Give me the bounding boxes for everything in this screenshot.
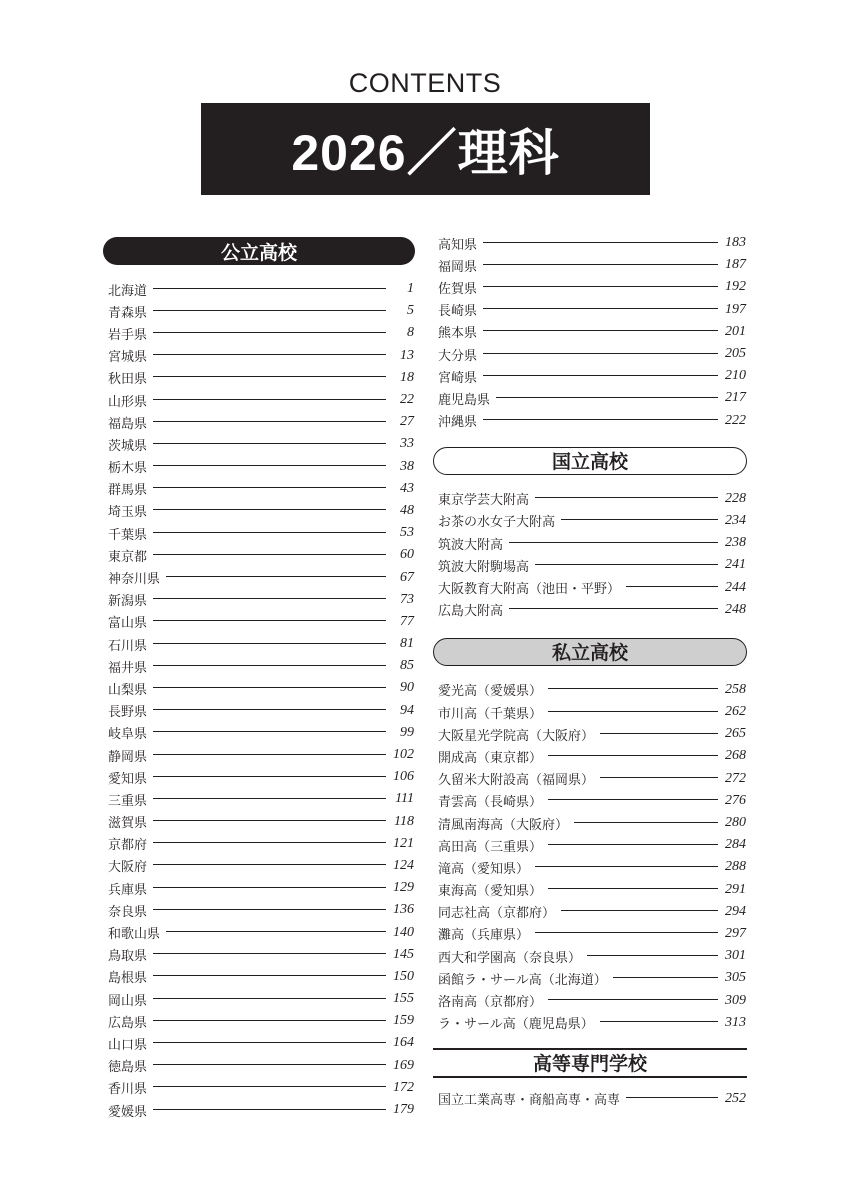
toc-entry — [433, 989, 747, 1011]
leader-line — [153, 376, 386, 377]
toc-entry — [433, 723, 747, 745]
page-number: 248 — [725, 601, 746, 617]
page-number: 13 — [400, 347, 414, 363]
toc-entry — [103, 899, 415, 921]
leader-line — [153, 554, 386, 555]
toc-entry — [103, 1099, 415, 1121]
leader-line — [153, 975, 386, 976]
page-number: 272 — [725, 770, 746, 786]
toc-entry — [103, 633, 415, 655]
page-number: 313 — [725, 1014, 746, 1030]
leader-line — [483, 264, 718, 265]
toc-entry — [103, 744, 415, 766]
entry-name: 北海道 — [108, 283, 148, 299]
entry-name: 筑波大附駒場高 — [438, 559, 530, 575]
toc-entry — [433, 488, 747, 510]
entry-name: 千葉県 — [108, 527, 148, 543]
leader-line — [600, 1021, 718, 1022]
toc-entry — [103, 677, 415, 699]
page-number: 288 — [725, 859, 746, 875]
toc-entry — [103, 833, 415, 855]
page-number: 244 — [725, 579, 746, 595]
leader-line — [153, 465, 386, 466]
leader-line — [535, 497, 718, 498]
toc-list — [103, 278, 415, 1121]
page-number: 284 — [725, 837, 746, 853]
leader-line — [153, 1109, 386, 1110]
section-heading-national: 国立高校 — [433, 447, 747, 475]
toc-entry — [103, 522, 415, 544]
leader-line — [613, 977, 718, 978]
entry-name: 大阪教育大附高（池田・平野） — [438, 582, 621, 598]
leader-line — [600, 777, 718, 778]
leader-line — [548, 755, 718, 756]
entry-name: ラ・サール高（鹿児島県） — [438, 1017, 594, 1033]
entry-name: 香川県 — [108, 1082, 148, 1098]
entry-name: 福島県 — [108, 416, 148, 432]
toc-list — [433, 488, 747, 621]
entry-name: 東海高（愛知県） — [438, 884, 543, 900]
toc-list — [433, 679, 747, 1034]
entry-name: 沖縄県 — [438, 415, 478, 431]
entry-name: 開成高（東京都） — [438, 750, 543, 766]
page-number: 102 — [393, 747, 414, 763]
contents-label: CONTENTS — [348, 68, 502, 98]
entry-name: 群馬県 — [108, 483, 148, 499]
leader-line — [153, 798, 386, 799]
toc-entry — [103, 345, 415, 367]
page-number: 129 — [393, 880, 414, 896]
entry-name: 宮城県 — [108, 350, 148, 366]
leader-line — [483, 308, 718, 309]
leader-line — [153, 399, 386, 400]
page-number: 228 — [725, 490, 746, 506]
leader-line — [153, 665, 386, 666]
toc-entry — [103, 322, 415, 344]
entry-name: 秋田県 — [108, 372, 148, 388]
entry-name: 徳島県 — [108, 1060, 148, 1076]
toc-entry — [103, 566, 415, 588]
toc-entry — [433, 510, 747, 532]
entry-name: 宮崎県 — [438, 370, 478, 386]
toc-entry — [103, 411, 415, 433]
page-number: 201 — [725, 323, 746, 339]
leader-line — [166, 931, 386, 932]
leader-line — [153, 731, 386, 732]
section-heading-technical: 高等専門学校 — [433, 1048, 747, 1078]
toc-entry — [433, 254, 747, 276]
leader-line — [535, 932, 718, 933]
toc-entry — [433, 554, 747, 576]
page-number: 150 — [393, 968, 414, 984]
entry-name: 富山県 — [108, 616, 148, 632]
leader-line — [153, 909, 386, 910]
toc-entry — [433, 879, 747, 901]
toc-entry — [103, 389, 415, 411]
leader-line — [548, 999, 718, 1000]
page-number: 81 — [400, 636, 414, 652]
leader-line — [153, 421, 386, 422]
entry-name: 神奈川県 — [108, 572, 161, 588]
page-number: 53 — [400, 525, 414, 541]
leader-line — [153, 864, 386, 865]
entry-name: 筑波大附高 — [438, 537, 504, 553]
page-number: 99 — [400, 724, 414, 740]
page-number: 305 — [725, 970, 746, 986]
entry-name: 愛媛県 — [108, 1104, 148, 1120]
toc-entry — [103, 811, 415, 833]
page-number: 262 — [725, 704, 746, 720]
page-number: 265 — [725, 726, 746, 742]
leader-line — [153, 687, 386, 688]
leader-line — [561, 519, 718, 520]
entry-name: 市川高（千葉県） — [438, 706, 543, 722]
page-number: 268 — [725, 748, 746, 764]
page-number: 94 — [400, 702, 414, 718]
toc-entry — [433, 856, 747, 878]
page-number: 111 — [395, 791, 414, 807]
page-number: 301 — [725, 948, 746, 964]
leader-line — [153, 1042, 386, 1043]
leader-line — [153, 532, 386, 533]
page-number: 183 — [725, 235, 746, 251]
toc-entry — [103, 544, 415, 566]
toc-entry — [103, 1055, 415, 1077]
page-number: 22 — [400, 392, 414, 408]
leader-line — [153, 953, 386, 954]
page-number: 145 — [393, 946, 414, 962]
page-number: 294 — [725, 903, 746, 919]
entry-name: 福岡県 — [438, 259, 478, 275]
page-number: 258 — [725, 681, 746, 697]
page-number: 77 — [400, 613, 414, 629]
leader-line — [153, 1020, 386, 1021]
toc-list — [433, 232, 747, 432]
entry-name: 灘高（兵庫県） — [438, 928, 530, 944]
entry-name: 佐賀県 — [438, 281, 478, 297]
toc-entry — [103, 700, 415, 722]
toc-entry — [433, 812, 747, 834]
toc-entry — [103, 500, 415, 522]
entry-name: 岐阜県 — [108, 727, 148, 743]
page-number: 48 — [400, 502, 414, 518]
page-number: 179 — [393, 1102, 414, 1118]
leader-line — [153, 754, 386, 755]
entry-name: お茶の水女子大附高 — [438, 515, 556, 531]
entry-name: 山口県 — [108, 1037, 148, 1053]
page-number: 172 — [393, 1079, 414, 1095]
page-number: 43 — [400, 480, 414, 496]
toc-entry — [103, 855, 415, 877]
toc-entry — [103, 722, 415, 744]
page-number: 33 — [400, 436, 414, 452]
leader-line — [483, 330, 718, 331]
entry-name: 静岡県 — [108, 749, 148, 765]
page-number: 85 — [400, 658, 414, 674]
page-number: 291 — [725, 881, 746, 897]
toc-entry — [433, 745, 747, 767]
leader-line — [574, 822, 718, 823]
leader-line — [166, 576, 386, 577]
page-number: 67 — [400, 569, 414, 585]
page-number: 1 — [407, 281, 414, 297]
toc-entry — [103, 478, 415, 500]
toc-entry — [103, 944, 415, 966]
toc-entry — [433, 387, 747, 409]
page-number: 140 — [393, 924, 414, 940]
toc-entry — [433, 532, 747, 554]
page-number: 297 — [725, 925, 746, 941]
toc-entry — [433, 834, 747, 856]
entry-name: 新潟県 — [108, 594, 148, 610]
toc-entry — [433, 321, 747, 343]
toc-entry — [433, 343, 747, 365]
page-number: 187 — [725, 257, 746, 273]
page-number: 124 — [393, 857, 414, 873]
toc-entry — [103, 433, 415, 455]
page-number: 234 — [725, 512, 746, 528]
entry-name: 国立工業高専・商船高専・高専 — [438, 1093, 621, 1109]
toc-entry — [103, 788, 415, 810]
page-number: 90 — [400, 680, 414, 696]
page-number: 164 — [393, 1035, 414, 1051]
entry-name: 山形県 — [108, 394, 148, 410]
leader-line — [509, 542, 718, 543]
entry-name: 洛南高（京都府） — [438, 995, 543, 1011]
leader-line — [535, 564, 718, 565]
toc-entry — [103, 988, 415, 1010]
page-number: 118 — [394, 813, 414, 829]
toc-entry — [433, 1012, 747, 1034]
page-number: 155 — [393, 991, 414, 1007]
leader-line — [153, 1086, 386, 1087]
toc-entry — [433, 679, 747, 701]
leader-line — [153, 776, 386, 777]
leader-line — [153, 310, 386, 311]
entry-name: 岡山県 — [108, 993, 148, 1009]
page-number: 73 — [400, 591, 414, 607]
leader-line — [483, 353, 718, 354]
page-number: 136 — [393, 902, 414, 918]
entry-name: 広島県 — [108, 1015, 148, 1031]
leader-line — [153, 354, 386, 355]
right-column — [433, 232, 747, 1110]
entry-name: 山梨県 — [108, 682, 148, 698]
leader-line — [548, 688, 718, 689]
entry-name: 三重県 — [108, 793, 148, 809]
entry-name: 福井県 — [108, 660, 148, 676]
page-number: 252 — [725, 1090, 746, 1106]
entry-name: 兵庫県 — [108, 882, 148, 898]
toc-entry — [103, 367, 415, 389]
leader-line — [548, 799, 718, 800]
page-number: 210 — [725, 368, 746, 384]
leader-line — [153, 509, 386, 510]
toc-entry — [433, 576, 747, 598]
entry-name: 青雲高（長崎県） — [438, 795, 543, 811]
leader-line — [153, 842, 386, 843]
leader-line — [483, 286, 718, 287]
toc-entry — [103, 966, 415, 988]
leader-line — [561, 910, 718, 911]
entry-name: 清風南海高（大阪府） — [438, 817, 569, 833]
toc-entry — [103, 589, 415, 611]
leader-line — [153, 443, 386, 444]
toc-entry — [103, 766, 415, 788]
toc-entry — [103, 1010, 415, 1032]
leader-line — [153, 620, 386, 621]
toc-entry — [103, 877, 415, 899]
toc-entry — [103, 611, 415, 633]
leader-line — [548, 844, 718, 845]
entry-name: 東京都 — [108, 549, 148, 565]
toc-entry — [433, 599, 747, 621]
page-number: 8 — [407, 325, 414, 341]
leader-line — [483, 375, 718, 376]
toc-entry — [103, 278, 415, 300]
entry-name: 高知県 — [438, 237, 478, 253]
page-number: 217 — [725, 390, 746, 406]
entry-name: 埼玉県 — [108, 505, 148, 521]
section-heading-public: 公立高校 — [103, 237, 415, 265]
entry-name: 熊本県 — [438, 326, 478, 342]
toc-entry — [433, 232, 747, 254]
toc-entry — [433, 365, 747, 387]
entry-name: 鹿児島県 — [438, 392, 491, 408]
entry-name: 長崎県 — [438, 304, 478, 320]
leader-line — [483, 242, 718, 243]
leader-line — [587, 955, 718, 956]
leader-line — [600, 733, 718, 734]
page-number: 238 — [725, 535, 746, 551]
entry-name: 石川県 — [108, 638, 148, 654]
entry-name: 西大和学園高（奈良県） — [438, 950, 582, 966]
leader-line — [496, 397, 718, 398]
toc-entry — [433, 768, 747, 790]
entry-name: 広島大附高 — [438, 604, 504, 620]
entry-name: 大分県 — [438, 348, 478, 364]
entry-name: 岩手県 — [108, 327, 148, 343]
page-number: 241 — [725, 557, 746, 573]
page-number: 280 — [725, 815, 746, 831]
page-number: 192 — [725, 279, 746, 295]
entry-name: 大阪府 — [108, 860, 148, 876]
leader-line — [626, 1097, 718, 1098]
page-number: 38 — [400, 458, 414, 474]
leader-line — [153, 487, 386, 488]
toc-entry — [433, 945, 747, 967]
toc-entry — [103, 1032, 415, 1054]
page-number: 276 — [725, 792, 746, 808]
entry-name: 鳥取県 — [108, 949, 148, 965]
toc-entry — [433, 410, 747, 432]
page-number: 106 — [393, 769, 414, 785]
toc-entry — [103, 921, 415, 943]
leader-line — [153, 332, 386, 333]
entry-name: 奈良県 — [108, 904, 148, 920]
entry-name: 青森県 — [108, 305, 148, 321]
page-number: 205 — [725, 346, 746, 362]
leader-line — [153, 598, 386, 599]
toc-entry — [433, 1088, 747, 1110]
toc-entry — [433, 967, 747, 989]
entry-name: 久留米大附設高（福岡県） — [438, 773, 595, 789]
section-heading-private: 私立高校 — [433, 638, 747, 666]
toc-list — [433, 1088, 747, 1110]
toc-entry — [433, 299, 747, 321]
entry-name: 愛光高（愛媛県） — [438, 684, 543, 700]
leader-line — [483, 419, 718, 420]
toc-entry — [433, 790, 747, 812]
entry-name: 和歌山県 — [108, 927, 161, 943]
page-number: 169 — [393, 1057, 414, 1073]
entry-name: 長野県 — [108, 705, 148, 721]
page-number: 197 — [725, 301, 746, 317]
page-number: 309 — [725, 992, 746, 1008]
page-number: 60 — [400, 547, 414, 563]
leader-line — [153, 288, 386, 289]
entry-name: 同志社高（京都府） — [438, 906, 556, 922]
leader-line — [153, 887, 386, 888]
leader-line — [153, 709, 386, 710]
entry-name: 京都府 — [108, 838, 148, 854]
page-number: 121 — [393, 835, 414, 851]
leader-line — [548, 711, 718, 712]
toc-entry — [433, 901, 747, 923]
leader-line — [153, 998, 386, 999]
leader-line — [548, 888, 718, 889]
toc-entry — [103, 1077, 415, 1099]
page-number: 18 — [400, 369, 414, 385]
leader-line — [626, 586, 718, 587]
toc-entry — [103, 300, 415, 322]
leader-line — [153, 1064, 386, 1065]
toc-entry — [103, 456, 415, 478]
toc-entry — [433, 923, 747, 945]
leader-line — [535, 866, 718, 867]
leader-line — [509, 608, 718, 609]
left-column — [103, 237, 415, 1121]
entry-name: 滝高（愛知県） — [438, 861, 530, 877]
page-number: 5 — [407, 303, 414, 319]
entry-name: 函館ラ・サール高（北海道） — [438, 972, 607, 988]
entry-name: 東京学芸大附高 — [438, 493, 530, 509]
toc-entry — [433, 276, 747, 298]
toc-entry — [103, 655, 415, 677]
entry-name: 島根県 — [108, 971, 148, 987]
page-number: 159 — [393, 1013, 414, 1029]
entry-name: 茨城県 — [108, 438, 148, 454]
page-number: 222 — [725, 412, 746, 428]
entry-name: 大阪星光学院高（大阪府） — [438, 728, 595, 744]
entry-name: 高田高（三重県） — [438, 839, 543, 855]
toc-entry — [433, 701, 747, 723]
page-title: 2026／理科 — [201, 103, 650, 195]
entry-name: 滋賀県 — [108, 816, 148, 832]
leader-line — [153, 643, 386, 644]
page-number: 27 — [400, 414, 414, 430]
entry-name: 愛知県 — [108, 771, 148, 787]
leader-line — [153, 820, 386, 821]
entry-name: 栃木県 — [108, 461, 148, 477]
